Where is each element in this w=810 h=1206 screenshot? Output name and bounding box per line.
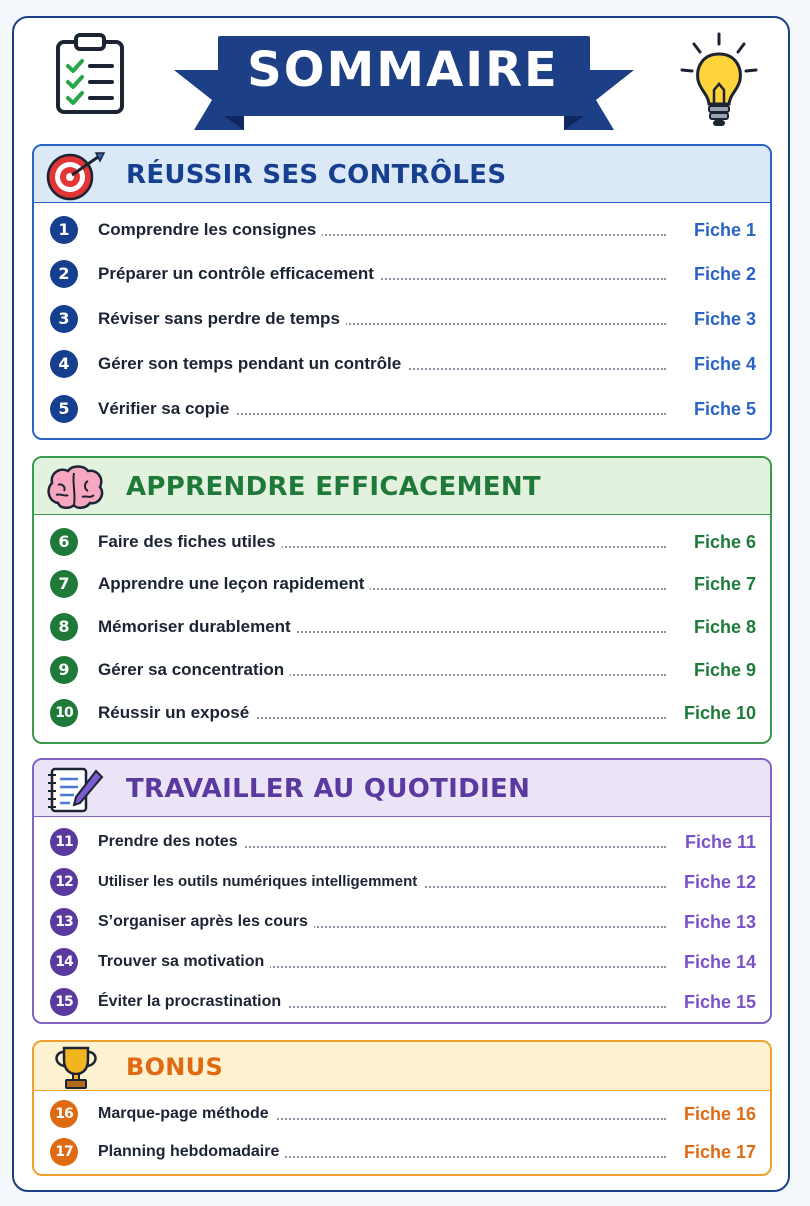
- item-number: 16: [50, 1100, 78, 1128]
- section-bonus: [32, 1040, 772, 1176]
- target-icon: [44, 151, 106, 201]
- item-number: 15: [50, 988, 78, 1016]
- item-number: 1: [50, 216, 78, 244]
- item-label: Marque-page méthode: [98, 1099, 275, 1129]
- section-travailler-quotidien: [32, 758, 772, 1024]
- item-label: S’organiser après les cours: [98, 907, 314, 937]
- item-number: 12: [50, 868, 78, 896]
- list-item[interactable]: [34, 394, 770, 424]
- section-title: TRAVAILLER AU QUOTIDIEN: [126, 774, 531, 804]
- list-item[interactable]: [34, 304, 770, 334]
- fiche-link[interactable]: Fiche 2: [688, 259, 756, 289]
- section-apprendre-efficacement: [32, 456, 772, 744]
- fiche-link[interactable]: Fiche 7: [688, 569, 756, 599]
- list-item[interactable]: [34, 1137, 770, 1167]
- item-label: Planning hebdomadaire: [98, 1137, 285, 1167]
- section-title: BONUS: [126, 1053, 224, 1081]
- section-header: [34, 1042, 770, 1091]
- item-number: 7: [50, 570, 78, 598]
- fiche-link[interactable]: Fiche 9: [688, 655, 756, 685]
- fiche-link[interactable]: Fiche 16: [678, 1099, 756, 1129]
- item-label: Gérer son temps pendant un contrôle: [98, 349, 407, 379]
- fiche-link[interactable]: Fiche 5: [688, 394, 756, 424]
- notebook-pen-icon: [44, 765, 106, 815]
- item-label: Préparer un contrôle efficacement: [98, 259, 380, 289]
- fiche-link[interactable]: Fiche 1: [688, 215, 756, 245]
- summary-page: [12, 16, 790, 1192]
- item-label: Prendre des notes: [98, 827, 244, 857]
- fiche-link[interactable]: Fiche 6: [688, 527, 756, 557]
- section-header: [34, 760, 770, 817]
- list-item[interactable]: [34, 867, 770, 897]
- list-item[interactable]: [34, 947, 770, 977]
- fiche-link[interactable]: Fiche 17: [678, 1137, 756, 1167]
- fiche-link[interactable]: Fiche 12: [678, 867, 756, 897]
- list-item[interactable]: [34, 1099, 770, 1129]
- header: [14, 18, 788, 138]
- list-item[interactable]: [34, 259, 770, 289]
- list-item[interactable]: [34, 987, 770, 1017]
- fiche-link[interactable]: Fiche 3: [688, 304, 756, 334]
- list-item[interactable]: [34, 655, 770, 685]
- list-item[interactable]: [34, 569, 770, 599]
- list-item[interactable]: [34, 215, 770, 245]
- item-number: 3: [50, 305, 78, 333]
- page-title: SOMMAIRE: [247, 42, 559, 98]
- section-title: APPRENDRE EFFICACEMENT: [126, 472, 541, 502]
- item-label: Mémoriser durablement: [98, 612, 297, 642]
- item-number: 17: [50, 1138, 78, 1166]
- item-number: 2: [50, 260, 78, 288]
- item-label: Apprendre une leçon rapidement: [98, 569, 370, 599]
- fiche-link[interactable]: Fiche 15: [678, 987, 756, 1017]
- fiche-link[interactable]: Fiche 14: [678, 947, 756, 977]
- section-reussir-controles: [32, 144, 772, 440]
- item-number: 11: [50, 828, 78, 856]
- list-item[interactable]: [34, 612, 770, 642]
- trophy-icon: [48, 1044, 104, 1090]
- clipboard-checklist-icon: [52, 32, 132, 116]
- list-item[interactable]: [34, 527, 770, 557]
- section-title: RÉUSSIR SES CONTRÔLES: [126, 160, 507, 190]
- item-number: 13: [50, 908, 78, 936]
- item-number: 6: [50, 528, 78, 556]
- fiche-link[interactable]: Fiche 4: [688, 349, 756, 379]
- list-item[interactable]: [34, 907, 770, 937]
- item-label: Réussir un exposé: [98, 698, 255, 728]
- item-number: 5: [50, 395, 78, 423]
- item-number: 4: [50, 350, 78, 378]
- item-number: 14: [50, 948, 78, 976]
- brain-icon: [44, 463, 106, 513]
- item-label: Trouver sa motivation: [98, 947, 270, 977]
- item-label: Utiliser les outils numériques intelligemment: [98, 867, 423, 897]
- item-number: 8: [50, 613, 78, 641]
- fiche-link[interactable]: Fiche 13: [678, 907, 756, 937]
- item-label: Gérer sa concentration: [98, 655, 290, 685]
- list-item[interactable]: [34, 698, 770, 728]
- item-label: Faire des fiches utiles: [98, 527, 282, 557]
- fiche-link[interactable]: Fiche 10: [678, 698, 756, 728]
- item-label: Comprendre les consignes: [98, 215, 322, 245]
- item-label: Vérifier sa copie: [98, 394, 235, 424]
- list-item[interactable]: [34, 827, 770, 857]
- item-label: Éviter la procrastination: [98, 987, 287, 1017]
- lightbulb-icon: [674, 30, 764, 130]
- item-number: 10: [50, 699, 78, 727]
- section-header: [34, 146, 770, 203]
- fiche-link[interactable]: Fiche 11: [679, 827, 756, 857]
- item-number: 9: [50, 656, 78, 684]
- fiche-link[interactable]: Fiche 8: [688, 612, 756, 642]
- section-header: [34, 458, 770, 515]
- list-item[interactable]: [34, 349, 770, 379]
- item-label: Réviser sans perdre de temps: [98, 304, 346, 334]
